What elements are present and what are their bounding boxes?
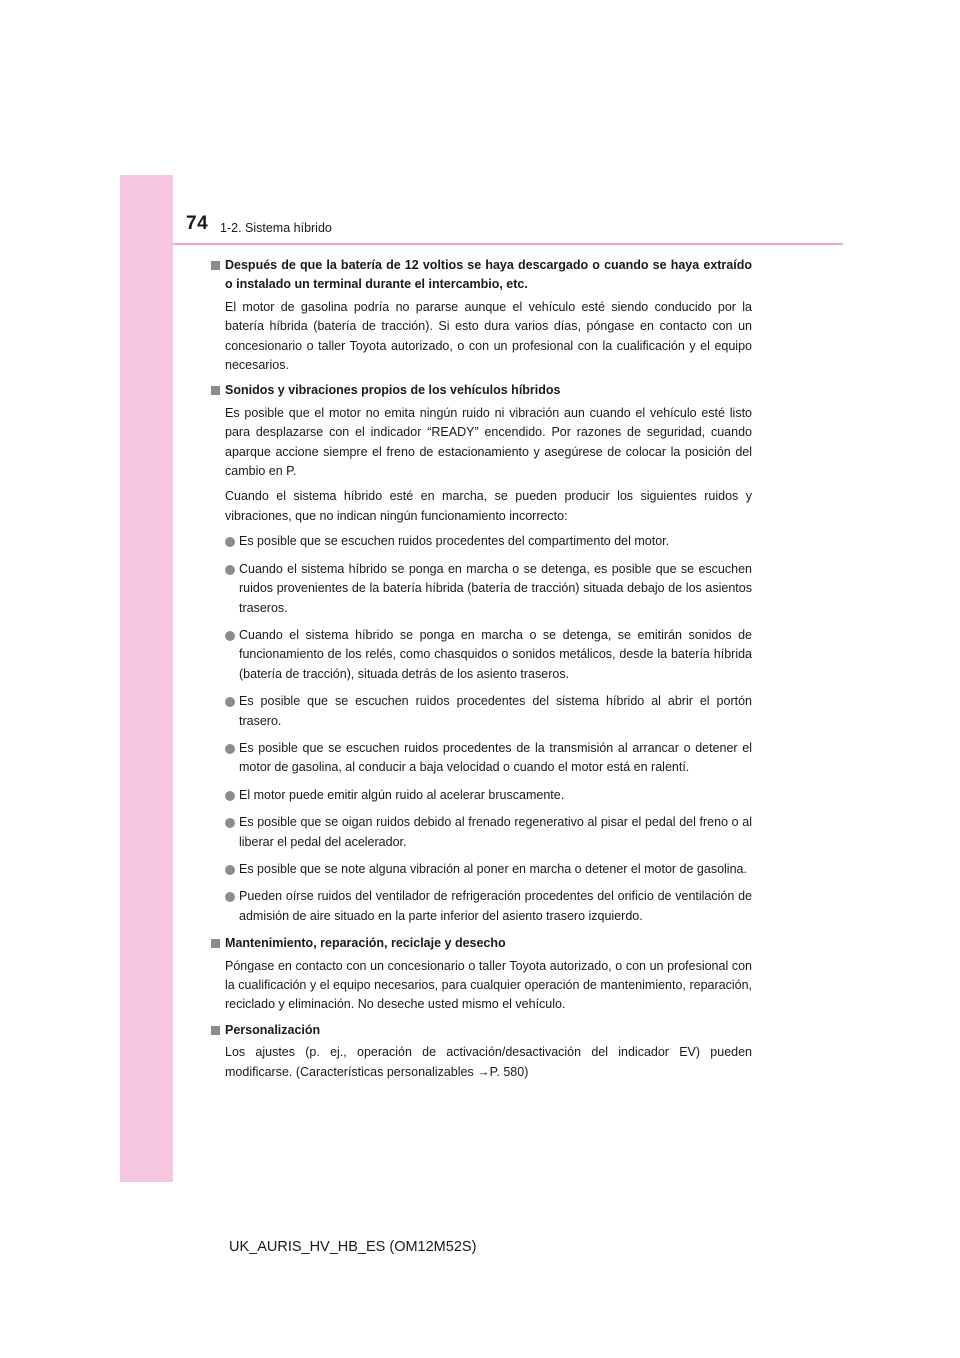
sidebar-tab <box>120 175 173 1182</box>
list-item-text: Cuando el sistema híbrido se ponga en marcha o se detenga, es posible que se escuchen ruidos provenientes de la batería híbrida (batería de tracción) situada debajo de los asientos traseros. <box>239 561 752 615</box>
section-maintenance <box>211 934 752 1015</box>
list-item <box>211 626 752 684</box>
list-item <box>211 860 752 879</box>
list-item <box>211 532 752 551</box>
list-item-text: Es posible que se oigan ruidos debido al frenado regenerativo al pisar el pedal del freno o al liberar el pedal del acelerador. <box>239 815 752 849</box>
list-item <box>211 560 752 618</box>
section-heading <box>211 934 752 953</box>
circle-bullet-icon <box>225 791 235 801</box>
list-item-text: El motor puede emitir algún ruido al acelerar bruscamente. <box>239 787 565 802</box>
square-bullet-icon <box>211 261 220 270</box>
circle-bullet-icon <box>225 744 235 754</box>
list-item-text: Es posible que se escuchen ruidos procedentes del compartimento del motor. <box>239 534 670 549</box>
square-bullet-icon <box>211 939 220 948</box>
heading-text: Mantenimiento, reparación, reciclaje y desecho <box>225 936 506 951</box>
list-item <box>211 887 752 926</box>
section-heading <box>211 256 752 295</box>
circle-bullet-icon <box>225 537 235 547</box>
list-item <box>211 813 752 852</box>
section-title: 1-2. Sistema híbrido <box>220 221 332 235</box>
section-heading <box>211 381 752 400</box>
section-sounds <box>211 381 752 926</box>
page-content <box>211 256 752 1088</box>
footer-doc-code: UK_AURIS_HV_HB_ES (OM12M52S) <box>229 1239 477 1255</box>
header-divider <box>173 243 843 245</box>
square-bullet-icon <box>211 386 220 395</box>
circle-bullet-icon <box>225 818 235 828</box>
paragraph: Es posible que el motor no emita ningún ruido ni vibración aun cuando el vehículo esté listo para desplazarse con el indicador “READY” encendido. Por razones de seguridad, cuando aparque accione siempre el freno de estacionamiento y asegúrese de colocar la posición del cambio en P. <box>225 405 752 479</box>
heading-text: Personalización <box>225 1022 321 1037</box>
list-item-text: Pueden oírse ruidos del ventilador de refrigeración procedentes del orificio de ventilación de admisión de aire situado en la parte inferior del asiento trasero izquierdo. <box>239 889 752 923</box>
paragraph: Los ajustes (p. ej., operación de activación/desactivación del indicador EV) pueden modificarse. (Características personalizables →P. 580) <box>225 1045 752 1079</box>
list-item-text: Es posible que se note alguna vibración al poner en marcha o detener el motor de gasolina. <box>239 861 747 876</box>
paragraph: Póngase en contacto con un concesionario o taller Toyota autorizado, o con un profesional con la cualificación y el equipo necesarios, para cualquier operación de mantenimiento, reparación, reciclado y eliminación. No deseche usted mismo el vehículo. <box>225 958 752 1012</box>
heading-text: Sonidos y vibraciones propios de los vehículos híbridos <box>225 383 561 398</box>
list-item-text: Cuando el sistema híbrido se ponga en marcha o se detenga, se emitirán sonidos de funcionamiento de los relés, como chasquidos o sonidos metálicos, desde la batería híbrida (batería de tracción), situada detrás de los asiento traseros. <box>239 627 752 681</box>
list-item <box>211 692 752 731</box>
circle-bullet-icon <box>225 565 235 575</box>
square-bullet-icon <box>211 1026 220 1035</box>
paragraph: Cuando el sistema híbrido esté en marcha, se pueden producir los siguientes ruidos y vibraciones, que no indican ningún funcionamiento incorrecto: <box>225 489 752 523</box>
list-item-text: Es posible que se escuchen ruidos procedentes de la transmisión al arrancar o detener el motor de gasolina, al conducir a baja velocidad o cuando el motor está en ralentí. <box>239 740 752 775</box>
circle-bullet-icon <box>225 697 235 707</box>
circle-bullet-icon <box>225 892 235 902</box>
section-heading <box>211 1021 752 1040</box>
section-customization <box>211 1021 752 1082</box>
paragraph: El motor de gasolina podría no pararse aunque el vehículo esté siendo conducido por la batería híbrida (batería de tracción). Si esto dura varios días, póngase en contacto con un concesionario o taller Toyota autorizado, o con un profesional con la cualificación y el equipo necesarios. <box>225 299 752 373</box>
circle-bullet-icon <box>225 631 235 641</box>
page-number: 74 <box>186 213 209 234</box>
list-item <box>211 739 752 778</box>
list-item-text: Es posible que se escuchen ruidos procedentes del sistema híbrido al abrir el portón trasero. <box>239 694 752 728</box>
section-battery <box>211 256 752 375</box>
list-item <box>211 786 752 805</box>
heading-text: Después de que la batería de 12 voltios se haya descargado o cuando se haya extraído o instalado un terminal durante el intercambio, etc. <box>225 258 752 292</box>
circle-bullet-icon <box>225 865 235 875</box>
